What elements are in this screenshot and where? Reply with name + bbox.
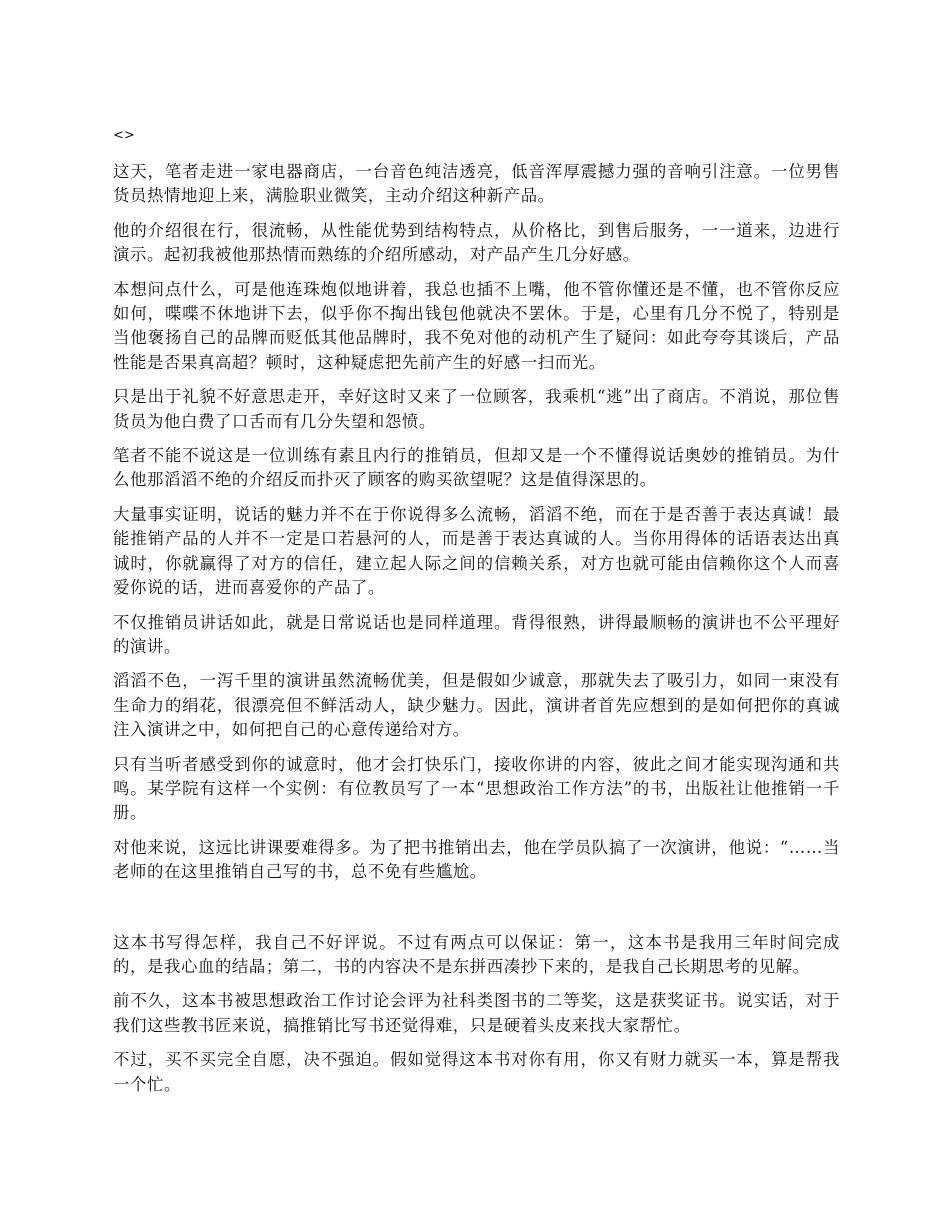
- document-page: [113, 126, 840, 1107]
- paragraph: 本想问点什么，可是他连珠炮似地讲着，我总也插不上嘴，他不管你懂还是不懂，也不管你反应如何，喋喋不休地讲下去，似乎你不掏出钱包他就决不罢休。于是，心里有几分不悦了，特别是当他褒扬自己的品牌而贬低其他品牌时，我不免对他的动机产生了疑问：如此夸夸其谈后，产品性能是否果真高超？顿时，这种疑虑把先前产生的好感一扫而光。: [113, 279, 840, 372]
- paragraph: 笔者不能不说这是一位训练有素且内行的推销员，但却又是一个不懂得说话奥妙的推销员。为什么他那滔滔不绝的介绍反而扑灭了顾客的购买欲望呢？这是值得深思的。: [113, 446, 840, 490]
- paragraph: 不仅推销员讲话如此，就是日常说话也是同样道理。背得很熟，讲得最顺畅的演讲也不公平理好的演讲。: [113, 612, 840, 656]
- section-gap: [113, 895, 840, 931]
- paragraph: 前不久，这本书被思想政治工作讨论会评为社科类图书的二等奖，这是获奖证书。说实话，对于我们这些教书匠来说，搞推销比写书还觉得难，只是硬着头皮来找大家帮忙。: [113, 991, 840, 1035]
- paragraph: 大量事实证明，说话的魅力并不在于你说得多么流畅，滔滔不绝，而在于是否善于表达真诚！最能推销产品的人并不一定是口若悬河的人，而是善于表达真诚的人。当你用得体的话语表达出真诚时，你就赢得了对方的信任，建立起人际之间的信赖关系，对方也就可能由信赖你这个人而喜爱你说的话，进而喜爱你的产品了。: [113, 504, 840, 598]
- paragraph: 这天，笔者走进一家电器商店，一台音色纯洁透亮，低音浑厚震撼力强的音响引注意。一位男售货员热情地迎上来，满脸职业微笑，主动介绍这种新产品。: [113, 162, 840, 206]
- paragraph: 滔滔不色，一泻千里的演讲虽然流畅优美，但是假如少诚意，那就失去了吸引力，如同一束没有生命力的绢花，很漂亮但不鲜活动人，缺少魅力。因此，演讲者首先应想到的是如何把你的真诚注入演讲之中，如何把自己的心意传递给对方。: [113, 671, 840, 740]
- paragraph: 只有当听者感受到你的诚意时，他才会打快乐门，接收你讲的内容，彼此之间才能实现沟通和共鸣。某学院有这样一个实例：有位教员写了一本“思想政治工作方法”的书，出版社让他推销一千册。: [113, 754, 840, 823]
- paragraph: 他的介绍很在行，很流畅，从性能优势到结构特点，从价格比，到售后服务，一一道来，边进行演示。起初我被他那热情而熟练的介绍所感动，对产品产生几分好感。: [113, 220, 840, 265]
- paragraph: 只是出于礼貌不好意思走开，幸好这时又来了一位顾客，我乘机“逃”出了商店。不消说，那位售货员为他白费了口舌而有几分失望和怨愤。: [113, 387, 840, 431]
- section-marker: <>: [113, 128, 135, 143]
- paragraph: 这本书写得怎样，我自己不好评说。不过有两点可以保证：第一，这本书是我用三年时间完成的，是我心血的结晶；第二，书的内容决不是东拼西凑抄下来的，是我自己长期思考的见解。: [113, 932, 840, 976]
- paragraph: 对他来说，这远比讲课要难得多。为了把书推销出去，他在学员队搞了一次演讲，他说：“……当老师的在这里推销自己写的书，总不免有些尴尬。: [113, 837, 840, 882]
- paragraph: 不过，买不买完全自愿，决不强迫。假如觉得这本书对你有用，你又有财力就买一本，算是帮我一个忙。: [113, 1050, 840, 1094]
